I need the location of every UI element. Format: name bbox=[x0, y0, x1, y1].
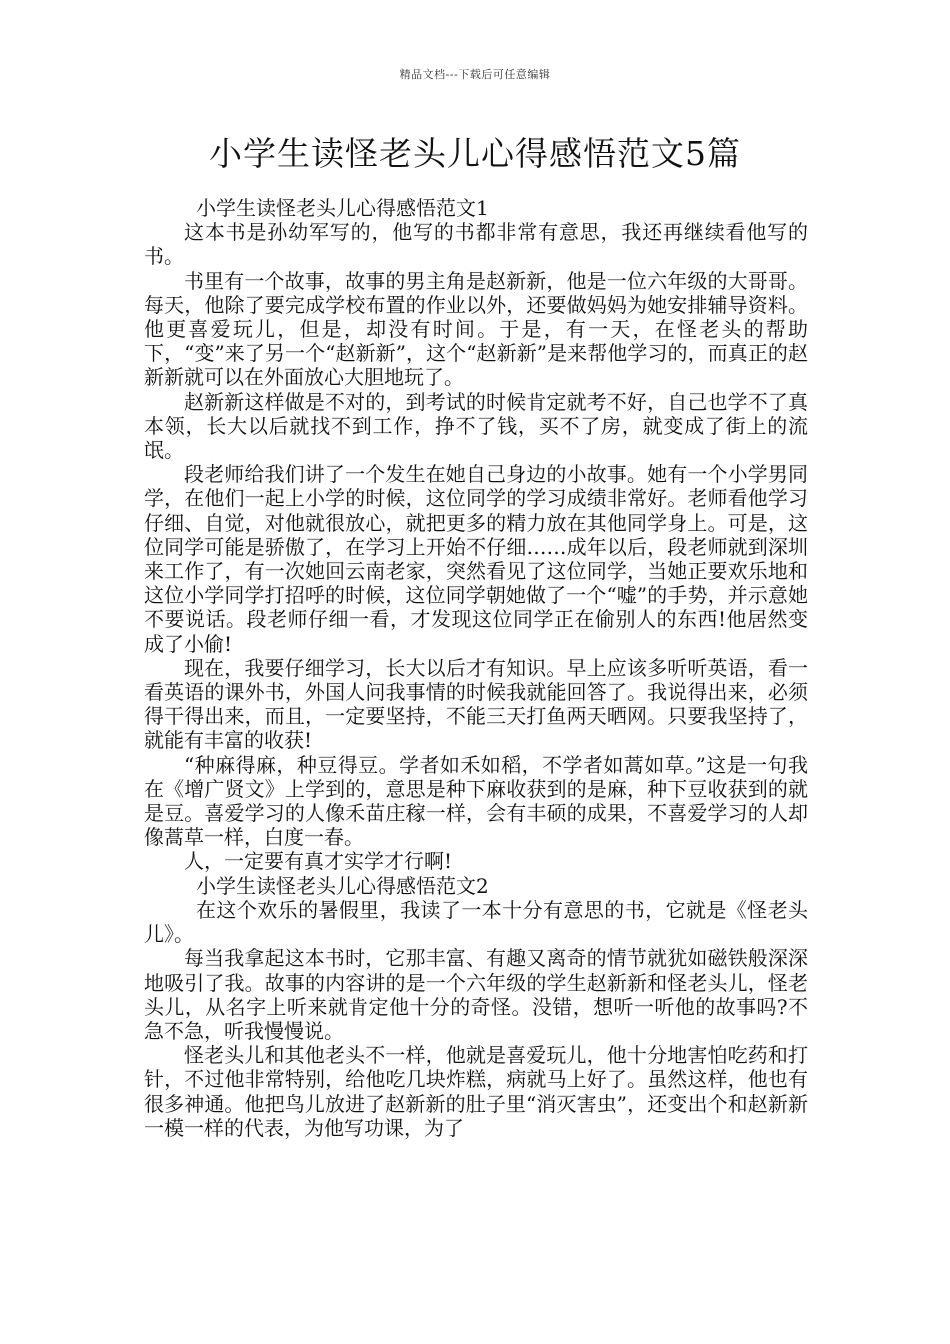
paragraph: 怪老头儿和其他老头不一样，他就是喜爱玩儿，他十分地害怕吃药和打针，不过他非常特别，给他吃几块炸糕，病就马上好了。虽然这样，他也有很多神通。他把鸟儿放进了赵新新的肚子里“消灭害虫”，还变出个和赵新新一模一样的代表，为他写功课，为了 bbox=[144, 1043, 808, 1140]
section-heading: 小学生读怪老头儿心得感悟范文2 bbox=[196, 873, 489, 898]
document-body bbox=[144, 196, 808, 1140]
paragraph: 现在，我要仔细学习，长大以后才有知识。早上应该多听听英语，看一看英语的课外书，外国人问我事情的时候我就能回答了。我说得出来，必须得干得出来，而且，一定要坚持，不能三天打鱼两天晒网。只要我坚持了，就能有丰富的收获! bbox=[144, 655, 808, 753]
paragraph: 这本书是孙幼军写的，他写的书都非常有意思，我还再继续看他写的书。 bbox=[144, 220, 808, 269]
paragraph: 在这个欢乐的暑假里，我读了一本十分有意思的书，它就是《怪老头儿》。 bbox=[144, 897, 808, 947]
paragraph: 赵新新这样做是不对的，到考试的时候肯定就考不好，自己也学不了真本领，长大以后就找不到工作，挣不了钱，买不了房，就变成了街上的流氓。 bbox=[144, 389, 808, 463]
paragraph: 段老师给我们讲了一个发生在她自己身边的小故事。她有一个小学男同学，在他们一起上小学的时候，这位同学的学习成绩非常好。老师看他学习仔细、自觉，对他就很放心，就把更多的精力放在其他同学身上。可是，这位同学可能是骄傲了，在学习上开始不仔细……成年以后，段老师就到深圳来工作了，有一次她回云南老家，突然看见了这位同学，当她正要欢乐地和这位小学同学打招呼的时候，这位同学朝她做了一个“嘘”的手势，并示意她不要说话。段老师仔细一看，才发现这位同学正在偷别人的东西!他居然变成了小偷! bbox=[144, 462, 808, 656]
section-heading: 小学生读怪老头儿心得感悟范文1 bbox=[196, 196, 489, 220]
paragraph: “种麻得麻，种豆得豆。学者如禾如稻，不学者如蒿如草。”这是一句我在《增广贤文》上学到的，意思是种下麻收获到的是麻，种下豆收获到的就是豆。喜爱学习的人像禾苗庄稼一样，会有丰硕的成果，不喜爱学习的人却像蒿草一样，白度一春。 bbox=[144, 752, 808, 850]
document-title: 小学生读怪老头儿心得感悟范文5篇 bbox=[209, 134, 741, 173]
header-note: 精品文档---下载后可任意编辑 bbox=[399, 68, 551, 81]
paragraph: 人，一定要有真才实学才行啊! bbox=[184, 849, 453, 874]
paragraph: 书里有一个故事，故事的男主角是赵新新，他是一位六年级的大哥哥。每天，他除了要完成学校布置的作业以外，还要做妈妈为她安排辅导资料。他更喜爱玩儿，但是，却没有时间。于是，有一天，在怪老头的帮助下，“变”来了另一个“赵新新”，这个“赵新新”是来帮他学习的，而真正的赵新新就可以在外面放心大胆地玩了。 bbox=[144, 268, 808, 390]
paragraph: 每当我拿起这本书时，它那丰富、有趣又离奇的情节就犹如磁铁般深深地吸引了我。故事的内容讲的是一个六年级的学生赵新新和怪老头儿，怪老头儿，从名字上听来就肯定他十分的奇怪。没错，想听一听他的故事吗?不急不急，听我慢慢说。 bbox=[144, 946, 808, 1043]
